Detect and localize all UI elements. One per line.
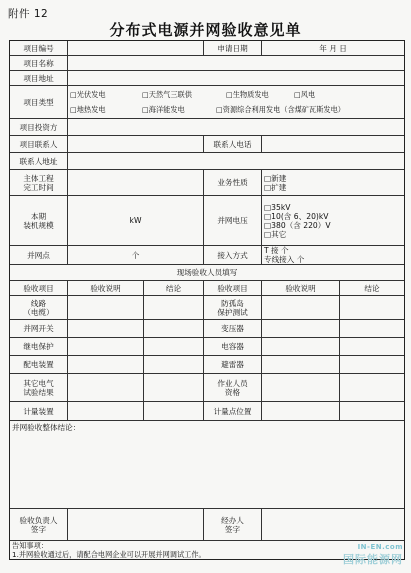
access-method-options	[262, 246, 404, 265]
value-contact[interactable]	[68, 136, 204, 153]
acceptance-desc[interactable]	[68, 338, 144, 356]
option-expansion[interactable]: □扩建	[264, 182, 287, 192]
acceptance-desc[interactable]	[262, 356, 340, 374]
header-conclusion-right: 结论	[340, 281, 404, 296]
acceptance-conclusion[interactable]	[340, 356, 404, 374]
header-desc-right: 验收说明	[262, 281, 340, 296]
watermark-name: 国际能源网	[343, 553, 403, 566]
value-project-name[interactable]	[68, 56, 404, 71]
acceptance-desc[interactable]	[68, 296, 144, 320]
label-grid-voltage: 并网电压	[204, 196, 262, 246]
acceptance-conclusion[interactable]	[144, 356, 204, 374]
section-title-onsite: 现场验收人员填写	[10, 265, 404, 281]
value-grid-points[interactable]: 个	[68, 246, 204, 265]
acceptance-desc[interactable]	[68, 402, 144, 421]
option-biomass[interactable]: □生物质发电	[226, 90, 269, 99]
option-wind[interactable]: □风电	[294, 90, 316, 99]
form-title: 分布式电源并网验收意见单	[109, 21, 302, 39]
label-project-type: 项目类型	[10, 86, 68, 119]
option-geothermal[interactable]: □地热发电	[70, 105, 106, 114]
acceptance-item-left: 继电保护	[10, 338, 68, 356]
option-dedicated-line[interactable]: 专线接入 个	[264, 255, 305, 264]
value-capacity-unit[interactable]: kW	[68, 196, 204, 246]
value-apply-date[interactable]: 年 月 日	[262, 41, 404, 56]
value-completion-time[interactable]	[68, 170, 204, 196]
label-project-no: 项目编号	[10, 41, 68, 56]
label-project-name: 项目名称	[10, 56, 68, 71]
label-acceptor-signature: 验收负责人 签字	[10, 509, 68, 541]
acceptance-conclusion[interactable]	[144, 338, 204, 356]
label-contact-phone: 联系人电话	[204, 136, 262, 153]
acceptance-desc[interactable]	[262, 320, 340, 338]
option-10kv[interactable]: □10(含 6、20)kV	[264, 211, 329, 221]
label-contact-address: 联系人地址	[10, 153, 68, 170]
acceptance-conclusion[interactable]	[340, 402, 404, 421]
label-access-method: 接入方式	[204, 246, 262, 265]
grid-voltage-options	[262, 196, 404, 246]
acceptance-item-right: 电容器	[204, 338, 262, 356]
acceptor-signature-field[interactable]	[68, 509, 204, 541]
acceptance-form-table	[9, 40, 405, 560]
label-completion-time: 主体工程 完工时间	[10, 170, 68, 196]
acceptance-item-left: 计量装置	[10, 402, 68, 421]
header-desc-left: 验收说明	[68, 281, 144, 296]
label-handler-signature: 经办人 签字	[204, 509, 262, 541]
acceptance-item-right: 防孤岛 保护测试	[204, 296, 262, 320]
acceptance-item-left: 线路 （电缆）	[10, 296, 68, 320]
acceptance-item-right: 计量点位置	[204, 402, 262, 421]
acceptance-desc[interactable]	[262, 296, 340, 320]
acceptance-desc[interactable]	[68, 356, 144, 374]
business-nature-options	[262, 170, 404, 196]
header-item-left: 验收项目	[10, 281, 68, 296]
acceptance-conclusion[interactable]	[340, 374, 404, 402]
acceptance-conclusion[interactable]	[340, 296, 404, 320]
acceptance-item-left: 并网开关	[10, 320, 68, 338]
acceptance-conclusion[interactable]	[340, 320, 404, 338]
acceptance-item-right: 避雷器	[204, 356, 262, 374]
value-contact-phone[interactable]	[262, 136, 404, 153]
option-t-connection[interactable]: T 接 个	[264, 246, 289, 255]
option-other-voltage[interactable]: □其它	[264, 229, 287, 239]
handler-signature-field[interactable]	[262, 509, 404, 541]
label-investor: 项目投资方	[10, 119, 68, 136]
acceptance-conclusion[interactable]	[144, 296, 204, 320]
notes-block	[12, 541, 312, 559]
overall-conclusion-area[interactable]	[10, 421, 404, 509]
acceptance-desc[interactable]	[262, 402, 340, 421]
acceptance-item-right: 作业人员 资格	[204, 374, 262, 402]
watermark-logo	[343, 543, 403, 567]
label-installed-capacity: 本期 装机规模	[10, 196, 68, 246]
option-gas-cchp[interactable]: □天然气三联供	[142, 90, 192, 99]
option-new-build[interactable]: □新建	[264, 173, 287, 183]
acceptance-conclusion[interactable]	[144, 402, 204, 421]
acceptance-item-left: 其它电气 试验结果	[10, 374, 68, 402]
value-project-no[interactable]	[68, 41, 204, 56]
acceptance-desc[interactable]	[68, 374, 144, 402]
annex-label: 附件 12	[8, 8, 49, 20]
option-pv[interactable]: □光伏发电	[70, 90, 106, 99]
value-investor[interactable]	[68, 119, 404, 136]
option-35kv[interactable]: □35kV	[264, 202, 291, 212]
label-contact: 项目联系人	[10, 136, 68, 153]
acceptance-desc[interactable]	[262, 374, 340, 402]
overall-conclusion-label: 并网验收整体结论：	[12, 423, 81, 432]
header-conclusion-left: 结论	[144, 281, 204, 296]
acceptance-desc[interactable]	[68, 320, 144, 338]
value-project-address[interactable]	[68, 71, 404, 86]
acceptance-item-left: 配电装置	[10, 356, 68, 374]
header-item-right: 验收项目	[204, 281, 262, 296]
label-project-address: 项目地址	[10, 71, 68, 86]
notes-line-1: 1.并网验收通过后，请配合电网企业可以开展并网调试工作。	[12, 550, 206, 559]
value-contact-address[interactable]	[68, 153, 404, 170]
notes-title: 告知事项：	[12, 541, 48, 550]
watermark-site: IN-EN.com	[357, 543, 403, 551]
label-grid-points: 并网点	[10, 246, 68, 265]
project-type-options	[68, 86, 404, 119]
acceptance-desc[interactable]	[262, 338, 340, 356]
option-ocean[interactable]: □海洋能发电	[142, 105, 185, 114]
acceptance-item-right: 变压器	[204, 320, 262, 338]
option-resource-reuse[interactable]: □资源综合利用发电（含煤矿瓦斯发电）	[216, 105, 345, 114]
acceptance-conclusion[interactable]	[144, 374, 204, 402]
acceptance-conclusion[interactable]	[144, 320, 204, 338]
label-apply-date: 申请日期	[204, 41, 262, 56]
option-380v[interactable]: □380（含 220）V	[264, 220, 331, 230]
acceptance-conclusion[interactable]	[340, 338, 404, 356]
label-business-nature: 业务性质	[204, 170, 262, 196]
